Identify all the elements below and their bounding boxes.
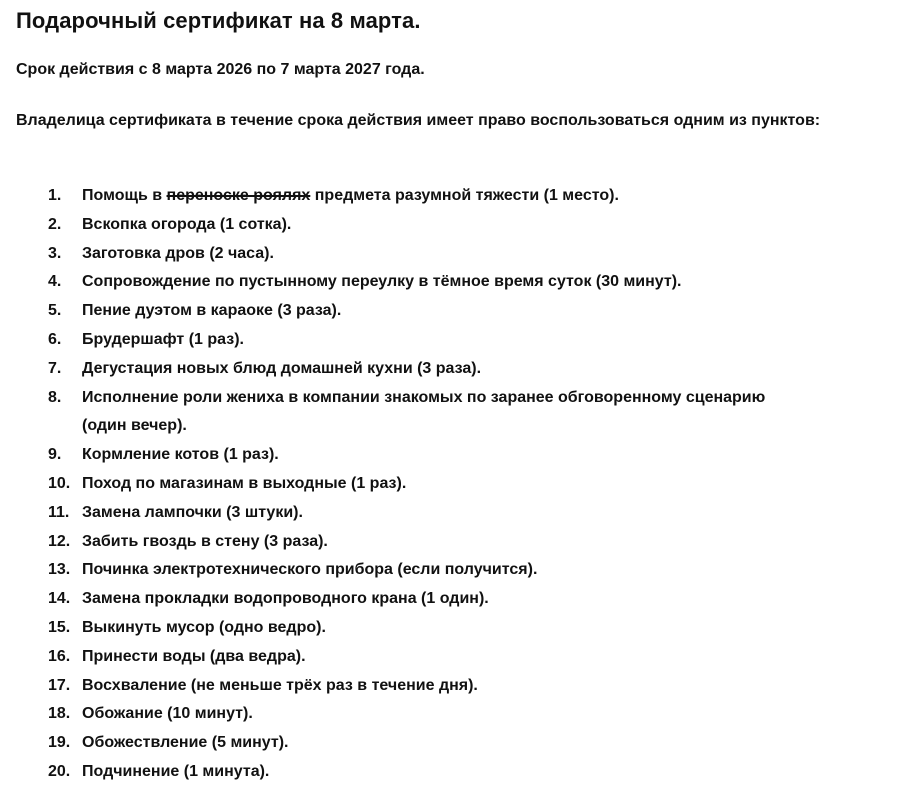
- validity-period: Срок действия с 8 марта 2026 по 7 марта 2027 года.: [16, 61, 425, 78]
- item-text: Забить гвоздь в стену (3 раза).: [82, 532, 328, 550]
- item-number: 19.: [48, 734, 71, 752]
- item-text: Замена лампочки (3 штуки).: [82, 503, 303, 521]
- list-item: [16, 326, 876, 355]
- certificate-title: Подарочный сертификат на 8 марта.: [16, 8, 421, 33]
- item-text-after: предмета разумной тяжести (1 место).: [310, 187, 619, 204]
- list-item: [16, 182, 876, 211]
- item-number: 15.: [48, 618, 71, 636]
- item-text: Дегустация новых блюд домашней кухни (3 раза).: [82, 359, 482, 377]
- list-item: [16, 268, 876, 297]
- list-item: [16, 441, 876, 470]
- item-text: Обожествление (5 минут).: [82, 734, 289, 752]
- list-item: [16, 556, 876, 585]
- list-item: [16, 729, 876, 758]
- item-number: 13.: [48, 561, 71, 579]
- item-number: 16.: [48, 647, 71, 665]
- item-number: 1.: [48, 187, 62, 204]
- item-text: [82, 187, 619, 204]
- list-item: [16, 470, 876, 499]
- item-number: 12.: [48, 532, 71, 550]
- item-text: Починка электротехнического прибора (если получится).: [82, 561, 538, 579]
- list-item: [16, 643, 876, 672]
- item-number: 10.: [48, 474, 71, 492]
- struck-text: переноске роялях: [166, 187, 311, 204]
- list-item: [16, 499, 876, 528]
- item-number: 2.: [48, 215, 62, 233]
- item-text: Обожание (10 минут).: [82, 705, 253, 723]
- list-item: [16, 355, 876, 384]
- item-number: 5.: [48, 302, 62, 320]
- list-item: [16, 297, 876, 326]
- item-text: Вскопка огорода (1 сотка).: [82, 215, 292, 233]
- list-item: [16, 672, 876, 701]
- item-text: Подчинение (1 минута).: [82, 762, 270, 780]
- item-text-line-1: Исполнение роли жениха в компании знакомых по заранее обговоренному сценарию: [82, 388, 766, 406]
- item-text: Кормление котов (1 раз).: [82, 446, 279, 464]
- item-number: 11.: [48, 503, 70, 521]
- list-item: [16, 384, 876, 442]
- item-number: 18.: [48, 705, 71, 723]
- item-text-line-2: (один вечер).: [82, 417, 187, 435]
- item-text: Принести воды (два ведра).: [82, 647, 306, 665]
- item-text: Замена прокладки водопроводного крана (1 один).: [82, 590, 489, 608]
- item-text: Сопровождение по пустынному переулку в тёмное время суток (30 минут).: [82, 273, 682, 291]
- item-number: 3.: [48, 244, 62, 262]
- item-text: Восхваление (не меньше трёх раз в течение дня).: [82, 676, 478, 694]
- item-number: 4.: [48, 273, 62, 291]
- item-text: Пение дуэтом в караоке (3 раза).: [82, 302, 342, 320]
- item-text: Поход по магазинам в выходные (1 раз).: [82, 474, 407, 492]
- item-text: Заготовка дров (2 часа).: [82, 244, 274, 262]
- list-item: [16, 528, 876, 557]
- list-item: [16, 240, 876, 269]
- list-item: [16, 585, 876, 614]
- list-item: [16, 614, 876, 643]
- list-item: [16, 758, 876, 787]
- item-text-before: Помощь в: [82, 187, 167, 204]
- item-text: Брудершафт (1 раз).: [82, 330, 244, 348]
- item-number: 7.: [48, 359, 62, 377]
- item-number: 6.: [48, 330, 62, 348]
- item-number: 14.: [48, 590, 71, 608]
- item-number: 8.: [48, 388, 62, 406]
- item-text: Выкинуть мусор (одно ведро).: [82, 618, 326, 636]
- list-item: [16, 211, 876, 240]
- item-number: 9.: [48, 446, 62, 464]
- list-item: [16, 700, 876, 729]
- item-number: 20.: [48, 762, 71, 780]
- items-list: [16, 182, 876, 787]
- item-number: 17.: [48, 676, 71, 694]
- intro-paragraph: Владелица сертификата в течение срока действия имеет право воспользоваться одним из пунктов:: [16, 112, 821, 129]
